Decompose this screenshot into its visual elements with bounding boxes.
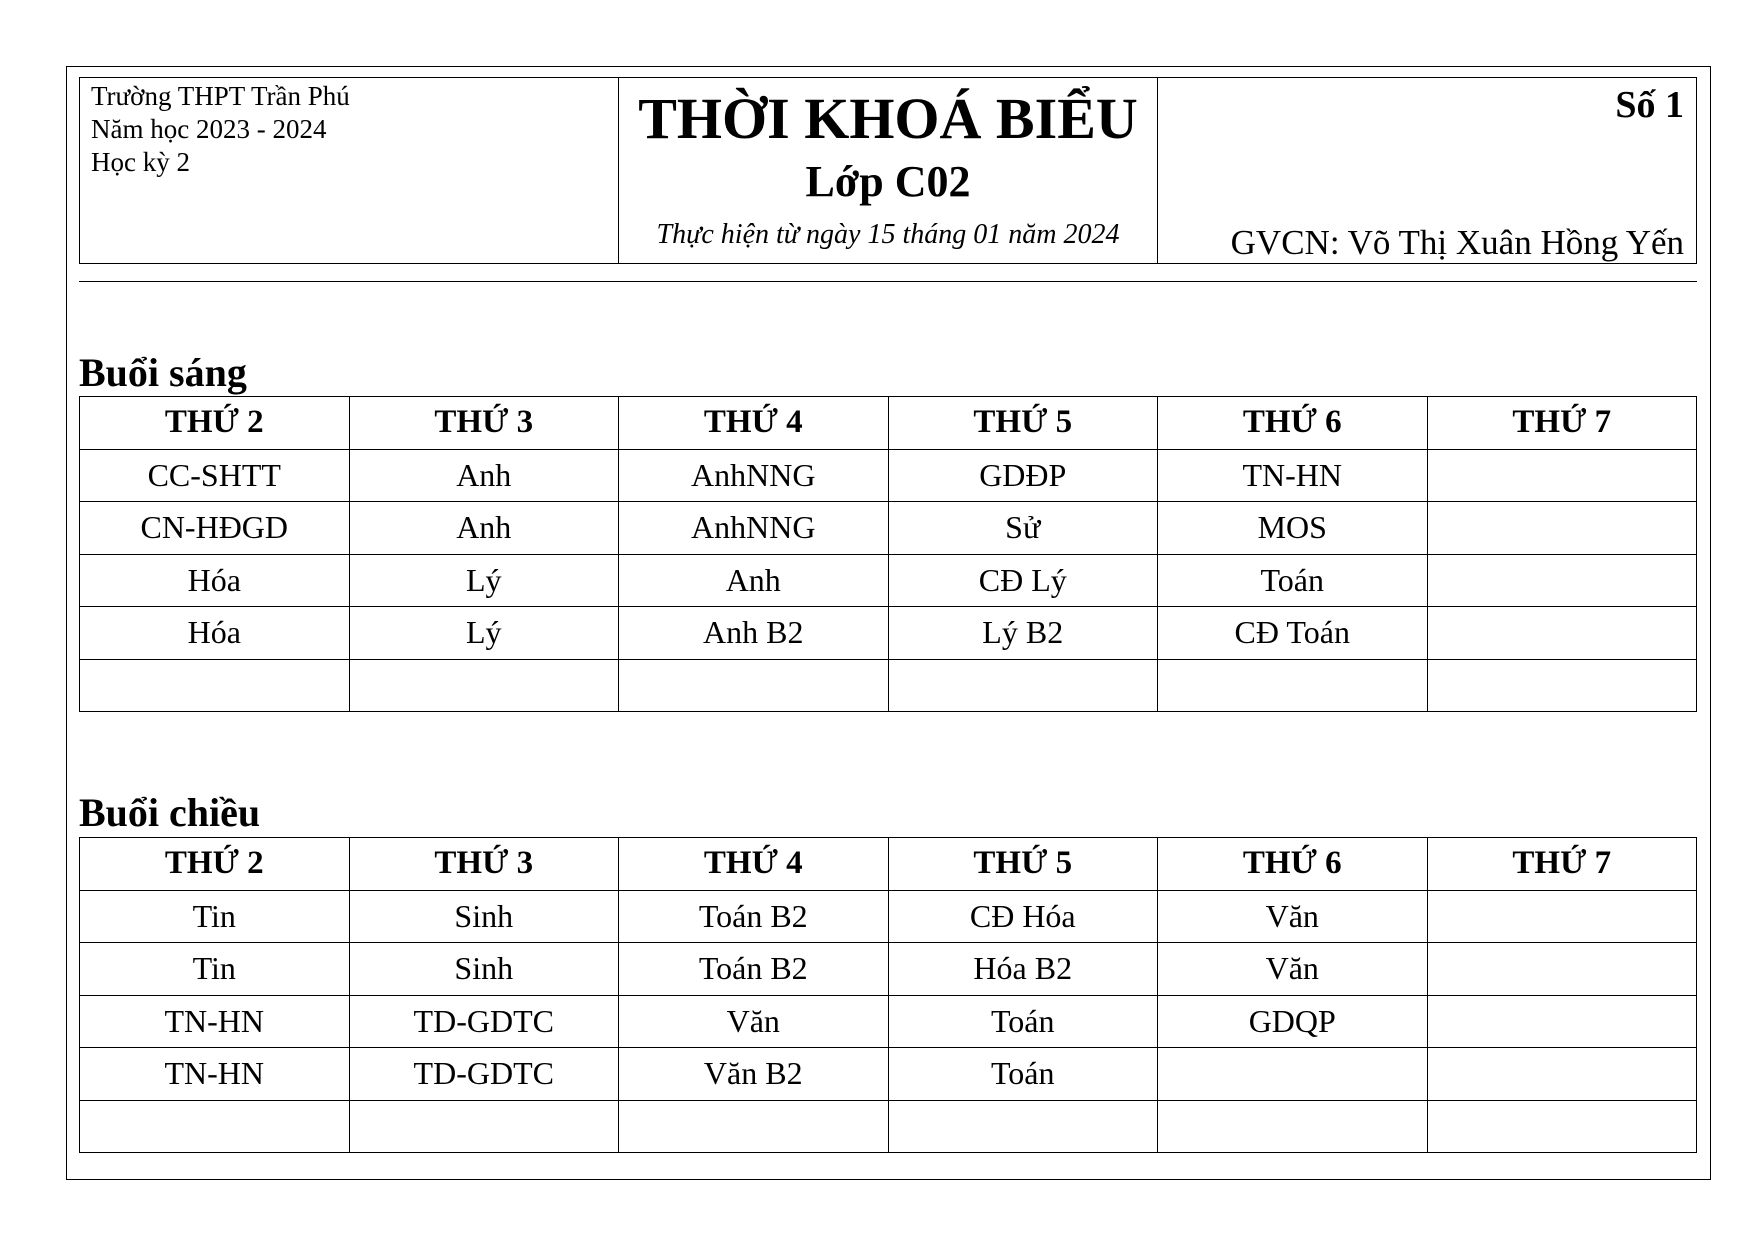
number-teacher-block — [1158, 78, 1696, 263]
period-row — [80, 890, 1697, 943]
period-row — [80, 502, 1697, 555]
subject-cell: Văn — [619, 995, 889, 1048]
subject-cell — [888, 659, 1158, 712]
school-name: Trường THPT Trần Phú — [91, 81, 350, 111]
subject-cell: MOS — [1158, 502, 1428, 555]
subject-cell: Văn B2 — [619, 1048, 889, 1101]
period-row — [80, 995, 1697, 1048]
subject-cell — [349, 659, 619, 712]
header-divider — [79, 281, 1697, 282]
subject-cell — [1427, 943, 1697, 996]
period-row — [80, 449, 1697, 502]
subject-cell — [1427, 502, 1697, 555]
subject-cell — [1427, 995, 1697, 1048]
subject-cell: Anh B2 — [619, 607, 889, 660]
period-row — [80, 943, 1697, 996]
subject-cell: AnhNNG — [619, 502, 889, 555]
subject-cell: TN-HN — [1158, 449, 1428, 502]
day-header-row — [80, 838, 1697, 891]
day-header: THỨ 7 — [1427, 838, 1697, 891]
subject-cell — [888, 1100, 1158, 1153]
subject-cell: Anh — [349, 449, 619, 502]
day-header-row — [80, 397, 1697, 450]
subject-cell: Anh — [349, 502, 619, 555]
period-row — [80, 607, 1697, 660]
day-header: THỨ 4 — [619, 397, 889, 450]
subject-cell: CĐ Hóa — [888, 890, 1158, 943]
subject-cell: CC-SHTT — [80, 449, 350, 502]
day-header: THỨ 5 — [888, 838, 1158, 891]
document-title: THỜI KHOÁ BIỂU — [638, 86, 1138, 151]
subject-cell: Toán — [1158, 554, 1428, 607]
subject-cell — [80, 1100, 350, 1153]
subject-cell: Sử — [888, 502, 1158, 555]
subject-cell — [349, 1100, 619, 1153]
subject-cell: Tin — [80, 890, 350, 943]
day-header: THỨ 7 — [1427, 397, 1697, 450]
subject-cell: Anh — [619, 554, 889, 607]
subject-cell: Hóa — [80, 554, 350, 607]
day-header: THỨ 2 — [80, 397, 350, 450]
day-header: THỨ 2 — [80, 838, 350, 891]
subject-cell: Hóa B2 — [888, 943, 1158, 996]
subject-cell: Toán — [888, 1048, 1158, 1101]
day-header: THỨ 3 — [349, 838, 619, 891]
afternoon-title: Buổi chiều — [79, 790, 261, 835]
school-year: Năm học 2023 - 2024 — [91, 114, 327, 144]
subject-cell — [1427, 659, 1697, 712]
morning-timetable — [79, 396, 1697, 712]
period-row — [80, 1048, 1697, 1101]
day-header: THỨ 3 — [349, 397, 619, 450]
subject-cell: Lý B2 — [888, 607, 1158, 660]
homeroom-teacher: GVCN: Võ Thị Xuân Hồng Yến — [1230, 223, 1684, 262]
subject-cell: TD-GDTC — [349, 1048, 619, 1101]
subject-cell: Sinh — [349, 943, 619, 996]
title-block — [619, 78, 1158, 263]
subject-cell — [80, 659, 350, 712]
subject-cell — [1427, 449, 1697, 502]
afternoon-timetable — [79, 837, 1697, 1153]
subject-cell — [1427, 554, 1697, 607]
subject-cell: Văn — [1158, 890, 1428, 943]
day-header: THỨ 5 — [888, 397, 1158, 450]
subject-cell — [1427, 890, 1697, 943]
document-header — [79, 77, 1697, 264]
period-row — [80, 659, 1697, 712]
subject-cell: Toán B2 — [619, 943, 889, 996]
subject-cell: CN-HĐGD — [80, 502, 350, 555]
subject-cell: Văn — [1158, 943, 1428, 996]
subject-cell — [1427, 1100, 1697, 1153]
subject-cell — [1158, 1048, 1428, 1101]
subject-cell: Lý — [349, 607, 619, 660]
subject-cell — [1158, 1100, 1428, 1153]
morning-title: Buổi sáng — [79, 350, 247, 395]
day-header: THỨ 6 — [1158, 838, 1428, 891]
subject-cell: AnhNNG — [619, 449, 889, 502]
subject-cell: Toán — [888, 995, 1158, 1048]
subject-cell: Sinh — [349, 890, 619, 943]
subject-cell: CĐ Toán — [1158, 607, 1428, 660]
subject-cell: CĐ Lý — [888, 554, 1158, 607]
class-name: Lớp C02 — [805, 157, 971, 206]
document-number: Số 1 — [1615, 84, 1684, 126]
subject-cell — [1427, 607, 1697, 660]
subject-cell — [619, 1100, 889, 1153]
subject-cell: TD-GDTC — [349, 995, 619, 1048]
subject-cell: GDĐP — [888, 449, 1158, 502]
semester: Học kỳ 2 — [91, 147, 190, 177]
subject-cell: Lý — [349, 554, 619, 607]
period-row — [80, 1100, 1697, 1153]
subject-cell — [1427, 1048, 1697, 1101]
subject-cell: GDQP — [1158, 995, 1428, 1048]
subject-cell: TN-HN — [80, 995, 350, 1048]
subject-cell: Toán B2 — [619, 890, 889, 943]
subject-cell: TN-HN — [80, 1048, 350, 1101]
subject-cell — [619, 659, 889, 712]
period-row — [80, 554, 1697, 607]
effective-date: Thực hiện từ ngày 15 tháng 01 năm 2024 — [656, 219, 1120, 250]
day-header: THỨ 4 — [619, 838, 889, 891]
school-info — [80, 78, 619, 263]
subject-cell: Tin — [80, 943, 350, 996]
subject-cell — [1158, 659, 1428, 712]
subject-cell: Hóa — [80, 607, 350, 660]
day-header: THỨ 6 — [1158, 397, 1428, 450]
